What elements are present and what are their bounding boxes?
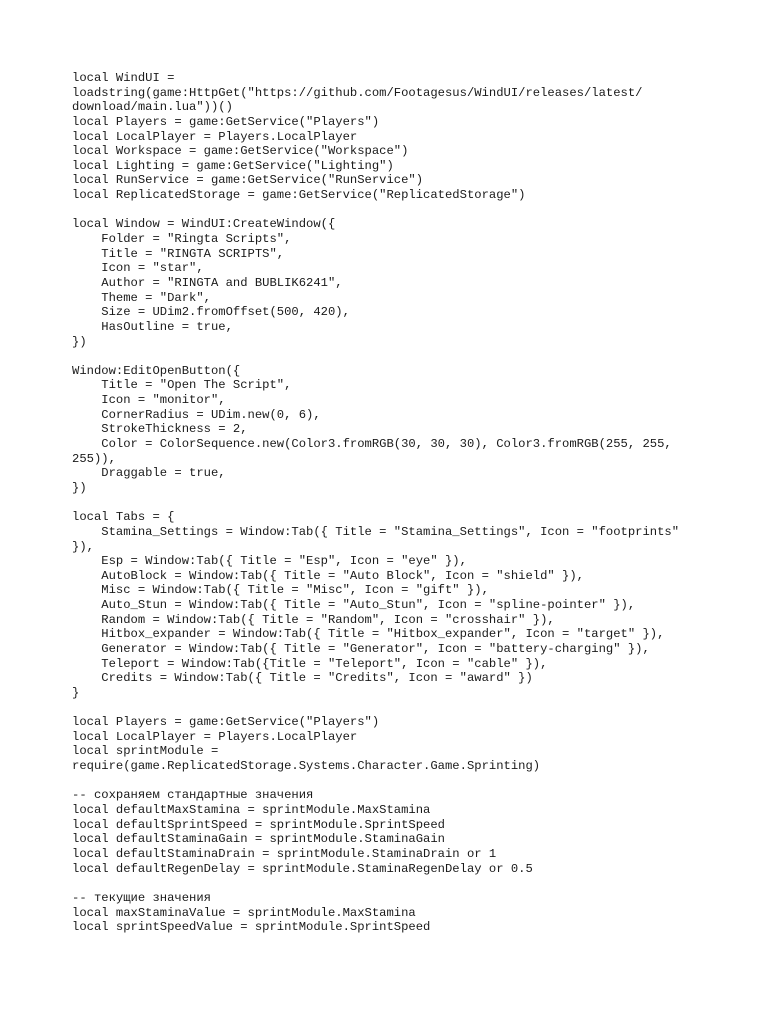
code-line xyxy=(72,349,732,364)
code-line: AutoBlock = Window:Tab({ Title = "Auto Block", Icon = "shield" }), xyxy=(72,568,584,583)
code-line: download/main.lua"))() xyxy=(72,100,233,115)
code-line: Theme = "Dark", xyxy=(72,290,211,305)
code-line: local WindUI = xyxy=(72,71,175,85)
code-line: Hitbox_expander = Window:Tab({ Title = "Hitbox_expander", Icon = "target" }), xyxy=(72,627,665,642)
code-line xyxy=(72,203,732,218)
code-line: Author = "RINGTA and BUBLIK6241", xyxy=(72,275,343,290)
code-line: local defaultSprintSpeed = sprintModule.SprintSpeed xyxy=(72,817,445,832)
code-line: local maxStaminaValue = sprintModule.MaxStamina xyxy=(72,905,416,920)
code-line: Title = "Open The Script", xyxy=(72,378,292,393)
code-line: require(game.ReplicatedStorage.Systems.Character.Game.Sprinting) xyxy=(72,759,541,774)
code-line: Color = ColorSequence.new(Color3.fromRGB(30, 30, 30), Color3.fromRGB(255, 255, xyxy=(72,437,672,452)
code-line: CornerRadius = UDim.new(0, 6), xyxy=(72,407,321,422)
code-line: local ReplicatedStorage = game:GetService("ReplicatedStorage") xyxy=(72,188,526,203)
code-line: local LocalPlayer = Players.LocalPlayer xyxy=(72,129,358,144)
code-line: }) xyxy=(72,334,87,349)
code-line xyxy=(72,876,732,891)
code-line: local Tabs = { xyxy=(72,510,175,525)
code-line: local Players = game:GetService("Players") xyxy=(72,715,380,730)
code-line: Icon = "monitor", xyxy=(72,393,226,408)
code-line xyxy=(72,774,732,789)
code-line: StrokeThickness = 2, xyxy=(72,422,248,437)
code-line: local defaultStaminaGain = sprintModule.StaminaGain xyxy=(72,832,445,847)
code-line: 255)), xyxy=(72,451,116,466)
code-line: Stamina_Settings = Window:Tab({ Title = "Stamina_Settings", Icon = "footprints" xyxy=(72,524,680,539)
code-comment-line: -- сохраняем стандартные значения xyxy=(72,788,314,803)
code-line: Teleport = Window:Tab({Title = "Teleport", Icon = "cable" }), xyxy=(72,656,548,671)
code-line: } xyxy=(72,685,80,700)
code-comment-line: -- текущие значения xyxy=(72,890,211,905)
code-block xyxy=(72,71,732,935)
code-line: Misc = Window:Tab({ Title = "Misc", Icon = "gift" }), xyxy=(72,583,489,598)
code-line: Draggable = true, xyxy=(72,466,226,481)
code-line xyxy=(72,496,732,511)
code-line: Size = UDim2.fromOffset(500, 420), xyxy=(72,305,350,320)
code-line: local Workspace = game:GetService("Workspace") xyxy=(72,144,409,159)
code-line: local LocalPlayer = Players.LocalPlayer xyxy=(72,729,358,744)
code-line: local Window = WindUI:CreateWindow({ xyxy=(72,217,336,232)
code-line: local defaultStaminaDrain = sprintModule.StaminaDrain or 1 xyxy=(72,846,497,861)
code-line: HasOutline = true, xyxy=(72,319,233,334)
code-line: local Lighting = game:GetService("Lighting") xyxy=(72,158,394,173)
code-line: local defaultMaxStamina = sprintModule.MaxStamina xyxy=(72,803,431,818)
code-line: Icon = "star", xyxy=(72,261,204,276)
code-line: local sprintSpeedValue = sprintModule.SprintSpeed xyxy=(72,920,431,935)
code-line: Auto_Stun = Window:Tab({ Title = "Auto_Stun", Icon = "spline-pointer" }), xyxy=(72,598,636,613)
code-line: }), xyxy=(72,539,94,554)
code-line: loadstring(game:HttpGet("https://github.com/Footagesus/WindUI/releases/latest/ xyxy=(72,85,643,100)
code-line: Window:EditOpenButton({ xyxy=(72,363,241,378)
code-line: Generator = Window:Tab({ Title = "Generator", Icon = "battery-charging" }), xyxy=(72,641,650,656)
code-line: local Players = game:GetService("Players") xyxy=(72,114,380,129)
code-line: }) xyxy=(72,480,87,495)
code-line: Credits = Window:Tab({ Title = "Credits", Icon = "award" }) xyxy=(72,671,533,686)
code-line: Esp = Window:Tab({ Title = "Esp", Icon = "eye" }), xyxy=(72,554,467,569)
code-line: Folder = "Ringta Scripts", xyxy=(72,232,292,247)
code-line: Title = "RINGTA SCRIPTS", xyxy=(72,246,285,261)
code-line xyxy=(72,701,732,716)
code-line: local RunService = game:GetService("RunService") xyxy=(72,173,424,188)
code-line: Random = Window:Tab({ Title = "Random", Icon = "crosshair" }), xyxy=(72,612,555,627)
code-line: local sprintModule = xyxy=(72,744,219,759)
code-line: local defaultRegenDelay = sprintModule.StaminaRegenDelay or 0.5 xyxy=(72,861,533,876)
